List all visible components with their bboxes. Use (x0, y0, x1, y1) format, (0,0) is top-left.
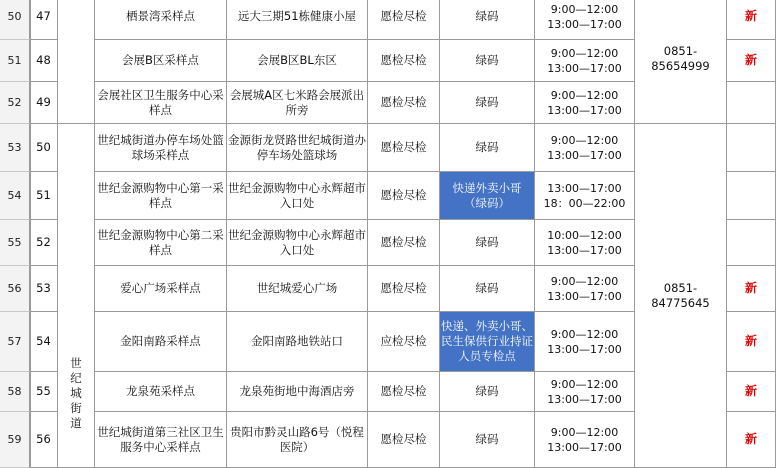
hours-cell[interactable]: 9:00—12:00 13:00—17:00 (535, 40, 635, 82)
seq-cell[interactable]: 52 (30, 220, 58, 266)
address-cell[interactable]: 金源街龙贤路世纪城街道办停车场处篮球场 (227, 124, 368, 172)
site-cell[interactable]: 会展B区采样点 (95, 40, 227, 82)
site-cell[interactable]: 世纪城街道第三社区卫生服务中心采样点 (95, 412, 227, 468)
new-mark-cell[interactable] (727, 124, 776, 172)
new-mark-cell[interactable] (727, 220, 776, 266)
street-cell-upper[interactable] (58, 0, 95, 124)
seq-cell[interactable]: 50 (30, 124, 58, 172)
seq-cell[interactable]: 48 (30, 40, 58, 82)
test-type-cell[interactable]: 愿检尽检 (368, 82, 440, 124)
seq-cell[interactable]: 47 (30, 0, 58, 40)
code-requirement-cell[interactable]: 绿码 (440, 124, 535, 172)
hours-cell[interactable]: 9:00—12:00 13:00—17:00 (535, 82, 635, 124)
row-header[interactable]: 51 (0, 40, 30, 82)
code-requirement-cell[interactable]: 快递外卖小哥 （绿码） (440, 172, 535, 220)
hours-cell[interactable]: 9:00—12:00 13:00—17:00 (535, 412, 635, 468)
site-cell[interactable]: 爱心广场采样点 (95, 266, 227, 312)
phone-cell[interactable]: 0851-84775645 (635, 124, 727, 468)
code-requirement-cell[interactable]: 绿码 (440, 266, 535, 312)
row-header[interactable]: 55 (0, 220, 30, 266)
row-header[interactable]: 50 (0, 0, 30, 40)
seq-cell[interactable]: 56 (30, 412, 58, 468)
site-cell[interactable]: 金阳南路采样点 (95, 312, 227, 372)
new-mark-cell[interactable]: 新 (727, 312, 776, 372)
row-header[interactable]: 57 (0, 312, 30, 372)
test-type-cell[interactable]: 愿检尽检 (368, 372, 440, 412)
test-type-cell[interactable]: 愿检尽检 (368, 40, 440, 82)
site-cell[interactable]: 世纪金源购物中心第二采样点 (95, 220, 227, 266)
row-header[interactable]: 53 (0, 124, 30, 172)
site-cell[interactable]: 会展社区卫生服务中心采样点 (95, 82, 227, 124)
address-cell[interactable]: 世纪金源购物中心永辉超市入口处 (227, 172, 368, 220)
hours-cell[interactable]: 10:00—12:00 13:00—17:00 (535, 220, 635, 266)
seq-cell[interactable]: 53 (30, 266, 58, 312)
test-type-cell[interactable]: 愿检尽检 (368, 172, 440, 220)
new-mark-cell[interactable] (727, 172, 776, 220)
address-cell[interactable]: 会展B区BL东区 (227, 40, 368, 82)
address-cell[interactable]: 世纪金源购物中心永辉超市入口处 (227, 220, 368, 266)
test-type-cell[interactable]: 愿检尽检 (368, 220, 440, 266)
seq-cell[interactable]: 49 (30, 82, 58, 124)
code-requirement-cell[interactable]: 绿码 (440, 40, 535, 82)
code-requirement-cell[interactable]: 快递、外卖小哥、民生保供行业持证人员专检点 (440, 312, 535, 372)
site-cell[interactable]: 世纪金源购物中心第一采样点 (95, 172, 227, 220)
site-cell[interactable]: 世纪城街道办停车场处篮球场采样点 (95, 124, 227, 172)
test-type-cell[interactable]: 愿检尽检 (368, 124, 440, 172)
hours-cell[interactable]: 13:00—17:00 18：00—22:00 (535, 172, 635, 220)
code-requirement-cell[interactable]: 绿码 (440, 220, 535, 266)
test-type-cell[interactable]: 愿检尽检 (368, 0, 440, 40)
new-mark-cell[interactable]: 新 (727, 40, 776, 82)
row-header[interactable]: 54 (0, 172, 30, 220)
new-mark-cell[interactable]: 新 (727, 372, 776, 412)
test-type-cell[interactable]: 愿检尽检 (368, 412, 440, 468)
site-cell[interactable]: 栖景湾采样点 (95, 0, 227, 40)
grid-line (30, 0, 31, 468)
new-mark-cell[interactable] (727, 82, 776, 124)
test-type-cell[interactable]: 愿检尽检 (368, 266, 440, 312)
row-header[interactable]: 56 (0, 266, 30, 312)
test-type-cell[interactable]: 应检尽检 (368, 312, 440, 372)
new-mark-cell[interactable]: 新 (727, 266, 776, 312)
code-requirement-cell[interactable]: 绿码 (440, 82, 535, 124)
seq-cell[interactable]: 55 (30, 372, 58, 412)
hours-cell[interactable]: 9:00—12:00 13:00—17:00 (535, 0, 635, 40)
row-header[interactable]: 58 (0, 372, 30, 412)
address-cell[interactable]: 金阳南路地铁站口 (227, 312, 368, 372)
seq-cell[interactable]: 51 (30, 172, 58, 220)
hours-cell[interactable]: 9:00—12:00 13:00—17:00 (535, 266, 635, 312)
address-cell[interactable]: 远大三期51栋健康小屋 (227, 0, 368, 40)
address-cell[interactable]: 世纪城爱心广场 (227, 266, 368, 312)
code-requirement-cell[interactable]: 绿码 (440, 412, 535, 468)
hours-cell[interactable]: 9:00—12:00 13:00—17:00 (535, 372, 635, 412)
address-cell[interactable]: 龙泉苑街地中海酒店旁 (227, 372, 368, 412)
address-cell[interactable]: 贵阳市黔灵山路6号（悦程医院） (227, 412, 368, 468)
seq-cell[interactable]: 54 (30, 312, 58, 372)
row-header[interactable]: 59 (0, 412, 30, 468)
address-cell[interactable]: 会展城A区七米路会展派出所旁 (227, 82, 368, 124)
new-mark-cell[interactable]: 新 (727, 0, 776, 40)
code-requirement-cell[interactable]: 绿码 (440, 372, 535, 412)
phone-cell[interactable]: 0851-85654999 (635, 0, 727, 124)
hours-cell[interactable]: 9:00—12:00 13:00—17:00 (535, 312, 635, 372)
new-mark-cell[interactable]: 新 (727, 412, 776, 468)
row-header[interactable]: 52 (0, 82, 30, 124)
hours-cell[interactable]: 9:00—12:00 13:00—17:00 (535, 124, 635, 172)
site-cell[interactable]: 龙泉苑采样点 (95, 372, 227, 412)
street-cell[interactable]: 世纪城街道 (58, 124, 95, 468)
code-requirement-cell[interactable]: 绿码 (440, 0, 535, 40)
